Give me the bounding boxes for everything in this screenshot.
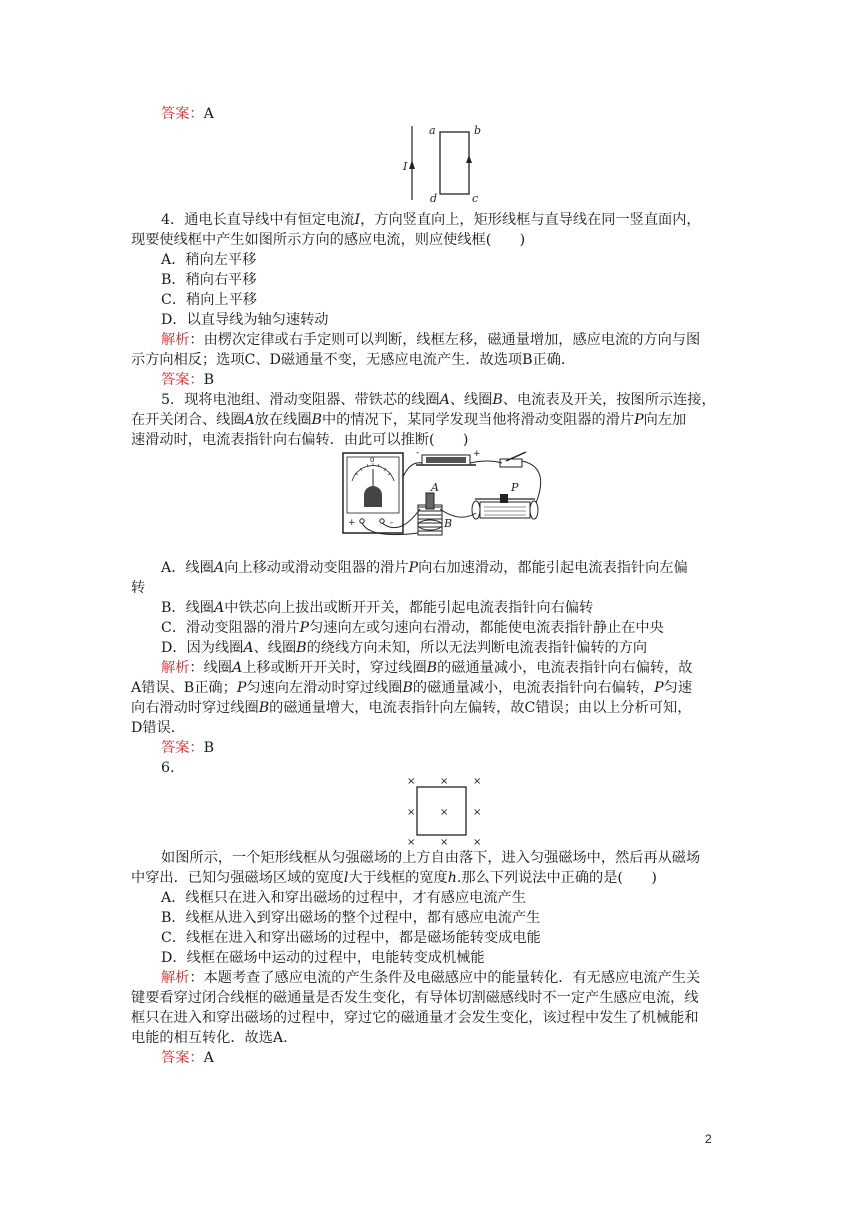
q4-option-b: B．稍向右平移 <box>161 272 257 288</box>
q6-answer-line: 答案：A <box>161 1050 214 1066</box>
q6-option-a: A．线框只在进入和穿出磁场的过程中，才有感应电流产生 <box>161 890 526 906</box>
answer-value: A <box>203 106 214 122</box>
q5-option-a-line2: 转 <box>131 580 146 596</box>
q6-number: 6. <box>161 760 175 776</box>
svg-text:-: - <box>416 448 420 458</box>
q6-option-d: D．线框在磁场中运动的过程中，电能转变成机械能 <box>161 950 485 966</box>
svg-text:×: × <box>473 837 482 846</box>
q4-answer-line: 答案：B <box>161 372 215 388</box>
q6-stem-line2: 中穿出．已知匀强磁场区域的宽度l大于线框的宽度h.那么下列说法中正确的是( ) <box>131 870 657 886</box>
answer-label: 答案： <box>161 106 204 122</box>
q5-analysis-line1: 解析：线圈A上移或断开开关时，穿过线圈B的磁通量减小，电流表指针向右偏转，故 <box>161 660 693 676</box>
label-b: b <box>474 124 482 137</box>
svg-text:×: × <box>440 807 449 818</box>
q5-analysis-line4: D错误． <box>131 720 185 736</box>
q5-option-b: B．线圈A中铁芯向上拔出或断开开关，都能引起电流表指针向右偏转 <box>161 600 594 616</box>
svg-text:+: + <box>473 449 481 459</box>
label-P: P <box>511 481 519 494</box>
label-B: B <box>444 517 453 530</box>
q4-option-c: C．稍向上平移 <box>161 292 257 308</box>
q5-analysis-line3: 向右滑动时穿过线圈B的磁通量增大，电流表指针向左偏转，故C错误；由以上分析可知， <box>131 700 692 716</box>
figure-circuit <box>340 447 550 549</box>
q5-stem-line1: 5．现将电池组、滑动变阻器、带铁芯的线圈A、线圈B、电流表及开关，按图所示连接， <box>161 392 716 408</box>
q6-analysis-line3: 框只在进入和穿出磁场的过程中，穿过它的磁通量才会发生变化，该过程中发生了机械能和 <box>131 1010 699 1026</box>
svg-text:×: × <box>407 837 416 846</box>
label-I: I <box>403 160 408 173</box>
q6-analysis-line1: 解析：本题考查了感应电流的产生条件及电磁感应中的能量转化．有无感应电流产生关 <box>161 970 701 986</box>
label-d: d <box>430 192 438 202</box>
q5-stem-line2: 在开关闭合、线圈A放在线圈B中的情况下，某同学发现当他将滑动变阻器的滑片P向左加 <box>131 412 687 428</box>
q5-option-c: C．滑动变阻器的滑片P匀速向左或匀速向右滑动，都能使电流表指针静止在中央 <box>161 620 664 636</box>
q6-option-c: C．线框在进入和穿出磁场的过程中，都是磁场能转变成电能 <box>161 930 541 946</box>
q6-analysis-line2: 键要看穿过闭合线框的磁通量是否发生变化，有导体切割磁感线时不一定产生感应电流，线 <box>131 990 699 1006</box>
q5-answer-line: 答案：B <box>161 740 215 756</box>
page-number: 2 <box>705 1132 712 1146</box>
q4-option-d: D．以直导线为轴匀速转动 <box>161 312 329 328</box>
svg-text:×: × <box>440 837 449 846</box>
analysis-label: 解析 <box>161 332 190 348</box>
q4-stem-line2: 现要使线框中产生如图所示方向的感应电流，则应使线框( ) <box>131 232 526 248</box>
label-A: A <box>431 481 439 494</box>
label-zero: 0 <box>370 456 375 464</box>
label-a: a <box>429 124 436 137</box>
svg-text:×: × <box>473 807 482 818</box>
svg-text:×: × <box>473 776 482 787</box>
label-minus: - <box>390 518 394 528</box>
q6-option-b: B．线框从进入到穿出磁场的整个过程中，都有感应电流产生 <box>161 910 541 926</box>
q5-option-d: D．因为线圈A、线圈B的绕线方向未知，所以无法判断电流表指针偏转的方向 <box>161 640 648 656</box>
q5-stem-line3: 速滑动时，电流表指针向右偏转．由此可以推断( ) <box>131 432 469 448</box>
q4-option-a: A．稍向左平移 <box>161 252 257 268</box>
q4-stem-line1: 4．通电长直导线中有恒定电流I，方向竖直向上，矩形线框与直导线在同一竖直面内， <box>161 212 701 228</box>
figure-magnetic-field <box>404 772 488 846</box>
q6-stem-line1: 如图所示，一个矩形线框从匀强磁场的上方自由落下，进入匀强磁场中，然后再从磁场 <box>161 850 701 866</box>
q3-answer-line <box>161 104 214 124</box>
q6-analysis-line4: 电能的相互转化．故选A. <box>131 1030 288 1046</box>
q5-analysis-line2: A错误、B正确；P匀速向左滑动时穿过线圈B的磁通量减小，电流表指针向右偏转，P匀速 <box>131 680 693 696</box>
svg-text:×: × <box>407 776 416 787</box>
svg-text:×: × <box>407 807 416 818</box>
q5-option-a-line1: A．线圈A向上移动或滑动变阻器的滑片P向右加速滑动，都能引起电流表指针向左偏 <box>161 560 688 576</box>
q4-analysis-line1: 解析：由楞次定律或右手定则可以判断，线框左移，磁通量增加，感应电流的方向与图 <box>161 332 701 348</box>
label-c: c <box>472 192 479 202</box>
svg-text:×: × <box>440 776 449 787</box>
q4-analysis-line2: 示方向相反；选项C、D磁通量不变，无感应电流产生．故选项B正确． <box>131 352 576 368</box>
figure-wire-and-loop <box>400 120 490 202</box>
label-plus: + <box>348 518 356 528</box>
